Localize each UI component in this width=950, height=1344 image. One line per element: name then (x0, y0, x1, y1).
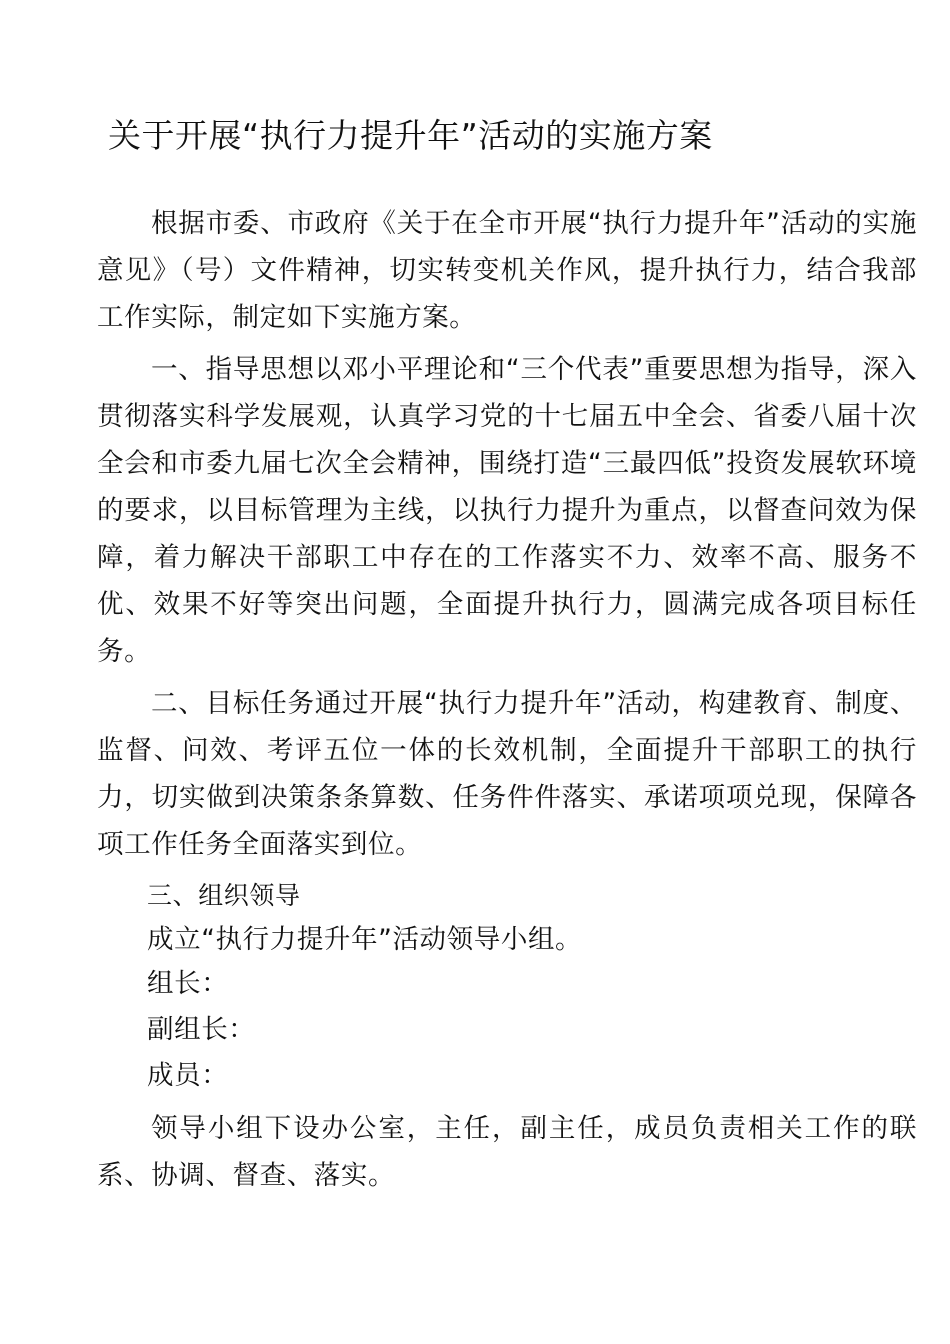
intro-paragraph: 根据市委、市政府《关于在全市开展“执行力提升年”活动的实施意见》（号）文件精神，切实转变机关作风，提升执行力，结合我部工作实际，制定如下实施方案。 (97, 208, 917, 333)
office-paragraph: 领导小组下设办公室，主任，副主任，成员负责相关工作的联系、协调、督查、落实。 (97, 1113, 917, 1191)
guiding-thought-paragraph: 一、指导思想以邓小平理论和“三个代表”重要思想为指导，深入贯彻落实科学发展观，认真学习党的十七届五中全会、省委八届十次全会和市委九届七次全会精神，围绕打造“三最四低”投资发展软环境的要求，以目标管理为主线，以执行力提升为重点，以督查问效为保障，着力解决干部职工中存在的工作落实不力、效率不高、服务不优、效果不好等突出问题，全面提升执行力，圆满完成各项目标任务。 (97, 354, 917, 667)
group-leader-line: 组长： (147, 968, 229, 999)
members-line: 成员： (147, 1060, 229, 1091)
document-title: 关于开展“执行力提升年”活动的实施方案 (108, 116, 713, 155)
deputy-leader-line: 副组长： (147, 1014, 256, 1045)
objectives-paragraph: 二、目标任务通过开展“执行力提升年”活动，构建教育、制度、监督、问效、考评五位一体的长效机制，全面提升干部职工的执行力，切实做到决策条条算数、任务件件落实、承诺项项兑现，保障各项工作任务全面落实到位。 (97, 688, 917, 860)
leading-group-line: 成立“执行力提升年”活动领导小组。 (147, 924, 583, 955)
organization-heading: 三、组织领导 (147, 881, 301, 910)
